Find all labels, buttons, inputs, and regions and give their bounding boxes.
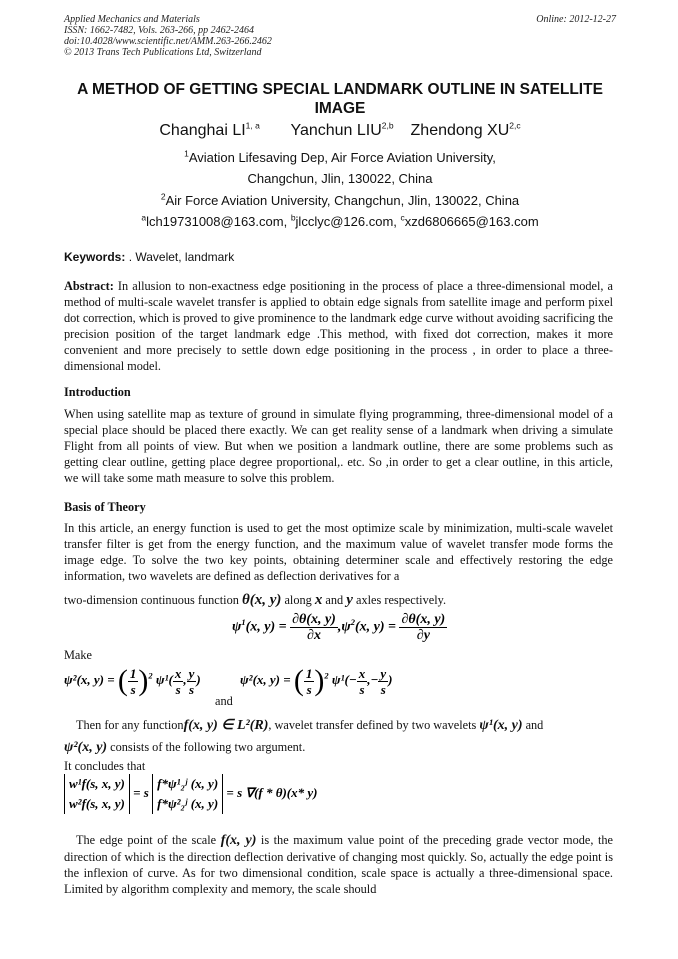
close-paren: ) (388, 671, 393, 687)
text-part: and (522, 718, 544, 732)
author-affil-mark: 2,c (509, 120, 521, 131)
basis-text-part: along (281, 593, 315, 607)
make-label: Make (64, 648, 92, 662)
abstract (64, 278, 613, 374)
affiliation-text: Aviation Lifesaving Dep, Air Force Aviation University, (188, 150, 496, 165)
function-symbol: f(x, y) ∈ L²(R) (183, 718, 269, 733)
denominator: s (359, 681, 365, 697)
email-a: lch19731008@163.com, (146, 214, 291, 229)
author-affil-mark: 1, a (245, 120, 260, 131)
affiliation-2 (60, 193, 620, 208)
superscript: 2 (324, 670, 329, 681)
fraction (357, 666, 368, 697)
email-mark: b (290, 212, 296, 223)
keywords (64, 250, 234, 264)
numerator: x (174, 665, 182, 681)
denominator: ∂x (307, 628, 321, 643)
paper-title (60, 80, 620, 118)
equation-lhs: ψ²(x, y) = (240, 671, 291, 687)
affiliation-1-line-1 (60, 150, 620, 165)
section-heading-basis: Basis of Theory (64, 500, 146, 514)
denominator: ∂y (416, 628, 430, 643)
matrix-entry: f*ψ¹₂ʲ (x, y) (157, 776, 219, 791)
numerator: x (358, 665, 366, 681)
title-line-1: A METHOD OF GETTING SPECIAL LANDMARK OUTLINE IN SATELLITE (77, 81, 603, 98)
text-part: , wavelet transfer defined by two wavelets (268, 718, 480, 732)
psi-symbol: ψ (232, 619, 242, 635)
numerator: y (188, 665, 195, 681)
abstract-label: Abstract: (64, 279, 114, 293)
affil-mark: 2 (160, 191, 166, 202)
matrix-entry: f*ψ²₂ʲ (x, y) (157, 796, 219, 811)
equation-1 (232, 612, 447, 643)
equation-3 (64, 774, 317, 814)
superscript: 2 (350, 617, 355, 628)
email-b: jlcclyc@126.com, (295, 214, 401, 229)
denominator: s (130, 681, 136, 697)
author-list (60, 122, 620, 140)
numerator: ∂θ(x, y) (292, 612, 336, 627)
numerator: 1 (305, 665, 313, 681)
affil-mark: 1 (184, 148, 189, 159)
text-part: consists of the following two argument. (107, 740, 306, 754)
theta-symbol: θ(x, y) (241, 592, 282, 608)
email-mark: a (141, 212, 147, 223)
y-symbol: y (346, 592, 353, 608)
introduction-text: When using satellite map as texture of ground in simulate flying programming, three-dimensional model of a special place should be placed there exactly. We can get reality sense of a landmark when driving a simulate Flight from all points of view. But when we position a landmark outline, there are some problems such as getting clear outline, getting place degree proportional,. etc. So ,in order to get a clear outline, in this article, we will take some math measure to solve this problem. (64, 407, 613, 485)
superscript: 1 (241, 617, 246, 628)
email-line (60, 214, 620, 229)
author-name: Yanchun LIU (290, 122, 382, 139)
close-paren: ) (196, 671, 201, 687)
matrix-entry: w²f(s, x, y) (69, 796, 125, 811)
text-part: The edge point of the scale (76, 833, 221, 847)
basis-last-line (64, 592, 446, 609)
issn-line: ISSN: 1662-7482, Vols. 263-266, pp 2462-2464 (64, 25, 254, 36)
affiliation-text: Air Force Aviation University, Changchun, Jlin, 130022, China (165, 193, 520, 208)
email-c: xzd6806665@163.com (404, 214, 539, 229)
equation-mid: ,ψ (337, 619, 351, 635)
online-date: Online: 2012-12-27 (536, 14, 616, 25)
author-name: Changhai LI (159, 122, 246, 139)
equation-eq: = s (133, 784, 149, 800)
copyright-line: © 2013 Trans Tech Publications Ltd, Switzerland (64, 47, 262, 58)
equation-rhs: = s ∇(f * θ)(x* y) (226, 784, 318, 800)
and-word: and (215, 694, 233, 708)
psi1-symbol: ψ¹(x, y) (479, 718, 523, 733)
superscript: 2 (148, 670, 153, 681)
psi2-symbol: ψ²(x, y) (64, 740, 108, 755)
fraction (187, 666, 197, 697)
equation-2-left: ψ²(x, y) = ( $\frac{1}{s}$ )$^2$ ψ¹( $\frac{x}{s}$ , $\frac{y}{s}$ ) (64, 664, 201, 697)
then-line-2 (64, 740, 305, 756)
matrix-right (152, 774, 223, 814)
fraction (378, 666, 388, 697)
equation-lhs: ψ²(x, y) = (64, 671, 115, 687)
text-part: Then for any function (76, 718, 184, 732)
numerator: y (380, 665, 387, 681)
text-part: is the maximum value point of the preceding grade vector mode, the direction of which is the direction deflection derivative of changing most quickly. So, actually the edge point is the inflexion of curve. As for two dimensional condition, scale space is actually a three-dimensional space. Limited by algorithm complexity and memory, the scale should (64, 833, 613, 896)
affiliation-1-line-2: Changchun, Jlin, 130022, China (247, 171, 433, 186)
basis-text: In this article, an energy function is used to get the most optimize scale by minimization, multi-scale wavelet transfer filter is get from the energy function, and the maximum value of wavelet transfer mode forms the image edge. To solve the two key points, obtaining determiner scale and effectively restoring the edge information, two wavelets are defined as deflection derivatives for a (64, 521, 613, 583)
title-line-2: IMAGE (314, 100, 366, 117)
equation-rhs: ψ¹( (155, 671, 173, 687)
fraction (173, 666, 184, 697)
matrix-left (64, 774, 130, 814)
denominator: s (306, 681, 312, 697)
journal-header (64, 14, 616, 58)
basis-text-part: axles respectively. (352, 593, 447, 607)
edge-point-paragraph (64, 832, 613, 897)
keywords-text: . Wavelet, landmark (125, 250, 235, 264)
fraction (290, 612, 338, 643)
equation-args: (x, y) = (354, 619, 396, 635)
equation-rhs: ψ¹(− (331, 671, 357, 687)
then-line (76, 717, 613, 734)
function-symbol: f(x, y) (220, 833, 257, 848)
concludes-line: It concludes that (64, 759, 146, 773)
denominator: s (188, 681, 195, 697)
matrix-entry: w¹f(s, x, y) (69, 776, 125, 791)
journal-name: Applied Mechanics and Materials (64, 14, 200, 25)
fraction (399, 612, 447, 643)
denominator: s (380, 681, 386, 697)
doi-line: doi:10.4028/www.scientific.net/AMM.263-266.2462 (64, 36, 272, 47)
section-heading-introduction: Introduction (64, 385, 131, 399)
denominator: s (175, 681, 181, 697)
equation-2-right: ψ²(x, y) = ( $\frac{1}{s}$ )$^2$ ψ¹(− $\frac{x}{s}$ ,− $\frac{y}{s}$ ) (240, 664, 393, 697)
fraction (304, 666, 315, 697)
equation-args: (x, y) = (245, 619, 287, 635)
abstract-text: In allusion to non-exactness edge positioning in the process of place a three-dimensional model, a method of multi-scale wavelet transfer is applied to obtain edge signals from satellite image and perform pixel dot correction, which is proved to give prominence to the landmark edge curve without avoiding sacrificing the precision position of the target landmark edge .This method, with fixed dot correction, makes it more convenient and more precisely to settle down edge positioning in the process , in order to place a three-dimensional model. (64, 279, 613, 373)
author-name: Zhendong XU (410, 122, 510, 139)
basis-text-part: two-dimension continuous function (64, 593, 242, 607)
numerator: ∂θ(x, y) (401, 612, 446, 627)
numerator: 1 (129, 665, 137, 681)
author-affil-mark: 2,b (381, 120, 394, 131)
keywords-label: Keywords: (64, 250, 126, 264)
fraction (128, 666, 139, 697)
basis-text-part: and (322, 593, 347, 607)
email-mark: c (400, 212, 405, 223)
x-symbol: x (314, 592, 323, 608)
